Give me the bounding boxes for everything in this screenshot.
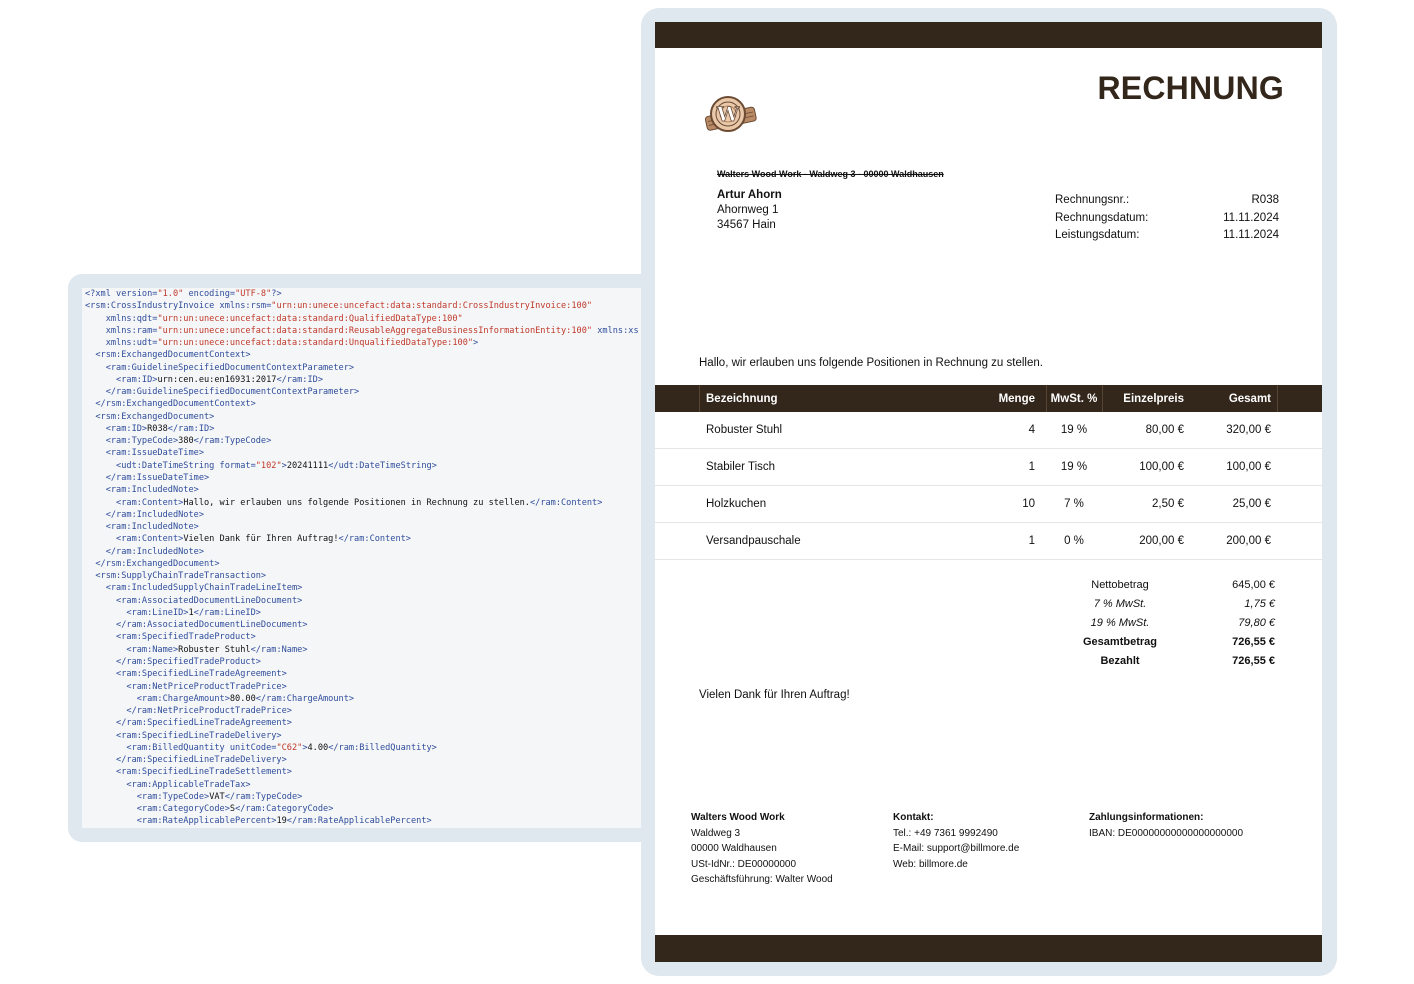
table-row xyxy=(655,412,1322,449)
code-token: <ram:SpecifiedLineTradeDelivery> xyxy=(85,730,282,741)
code-token: <ram:SpecifiedTradeProduct> xyxy=(85,632,256,643)
code-line xyxy=(85,803,682,815)
code-line xyxy=(85,288,682,300)
footer-heading: Kontakt: xyxy=(893,812,934,823)
code-line xyxy=(85,447,682,459)
code-token: <ram:LineID> xyxy=(85,607,189,618)
code-token: <?xml version= xyxy=(85,289,158,299)
code-token: <ram:IncludedNote> xyxy=(85,522,199,533)
code-token: xmlns:xs xyxy=(592,325,639,336)
recipient-name: Artur Ahorn xyxy=(717,189,782,201)
cell-unit-price: 80,00 € xyxy=(1145,424,1184,436)
code-line xyxy=(85,509,682,521)
cell-unit-price: 2,50 € xyxy=(1152,498,1184,510)
code-token: VAT xyxy=(209,791,225,802)
code-token: <ram:ChargeAmount> xyxy=(85,693,230,704)
meta-label: Rechnungsnr.: xyxy=(1055,194,1130,206)
table-row xyxy=(655,523,1322,560)
code-token: <ram:GuidelineSpecifiedDocumentContextParameter> xyxy=(85,362,355,373)
code-token: <rsm:ExchangedDocument> xyxy=(85,411,215,422)
code-line xyxy=(85,472,682,484)
code-token: <ram:RateApplicablePercent> xyxy=(85,816,277,827)
code-token: ?> xyxy=(271,289,282,299)
cell-quantity: 1 xyxy=(1028,535,1035,547)
code-line xyxy=(85,607,682,619)
invoice-top-bar xyxy=(655,22,1322,48)
wood-logo-icon xyxy=(699,90,759,140)
code-token: > xyxy=(281,460,287,471)
code-line xyxy=(85,644,682,656)
footer-payment xyxy=(1089,810,1243,841)
cell-description: Holzkuchen xyxy=(706,498,767,510)
code-token: xmlns:ram= xyxy=(85,325,158,336)
code-line xyxy=(85,374,682,386)
code-token: 4.00 xyxy=(307,742,329,753)
cell-vat: 19 % xyxy=(1060,424,1088,436)
code-token: 19 xyxy=(276,816,287,827)
table-header xyxy=(655,385,1322,412)
code-token: <rsm:CrossIndustryInvoice xmlns:rsm= xyxy=(85,301,272,312)
invoice-document xyxy=(655,22,1322,962)
footer-web: Web: billmore.de xyxy=(893,858,968,870)
header-quantity: Menge xyxy=(998,392,1035,405)
code-line xyxy=(85,398,682,410)
cell-total: 200,00 € xyxy=(1226,535,1271,547)
cell-description: Stabiler Tisch xyxy=(706,461,776,473)
code-line xyxy=(85,349,682,361)
code-token: <ram:BilledQuantity unitCode= xyxy=(85,742,277,753)
code-line xyxy=(85,681,682,693)
code-line xyxy=(85,460,682,472)
code-line xyxy=(85,313,682,325)
footer-iban: IBAN: DE00000000000000000000 xyxy=(1089,827,1244,839)
cell-vat: 7 % xyxy=(1064,498,1084,510)
total-value: 79,80 € xyxy=(1238,616,1275,629)
code-line xyxy=(85,705,682,717)
cell-total: 320,00 € xyxy=(1226,424,1271,436)
cell-total: 100,00 € xyxy=(1226,461,1271,473)
paid-row xyxy=(1055,651,1275,670)
meta-value: 11.11.2024 xyxy=(1223,211,1279,224)
code-line xyxy=(85,411,682,423)
code-token: </ram:Content> xyxy=(529,497,603,508)
code-token: urn:cen.eu:en16931:2017 xyxy=(157,374,277,385)
code-token: </udt:DateTimeString> xyxy=(328,460,437,471)
code-token: <ram:TypeCode> xyxy=(85,791,210,802)
code-token: </ram:ChargeAmount> xyxy=(255,693,355,704)
total-label: 7 % MwSt. xyxy=(1093,597,1147,610)
code-line xyxy=(85,631,682,643)
code-token: Robuster Stuhl xyxy=(178,644,251,655)
net-amount-row xyxy=(1055,575,1275,594)
total-label: Nettobetrag xyxy=(1091,578,1149,591)
cell-vat: 19 % xyxy=(1060,461,1088,473)
code-token: <ram:TypeCode> xyxy=(85,436,179,447)
code-token: "102" xyxy=(255,460,282,471)
code-line xyxy=(85,656,682,668)
code-token: </ram:IncludedNote> xyxy=(85,546,204,557)
code-token: R038 xyxy=(147,423,168,434)
code-token: <ram:ID> xyxy=(85,423,148,434)
total-value: 726,55 € xyxy=(1232,635,1275,648)
footer-line: USt-IdNr.: DE00000000 xyxy=(691,858,797,870)
greeting-text: Hallo, wir erlauben uns folgende Positionen in Rechnung zu stellen. xyxy=(699,357,1043,369)
header-description: Bezeichnung xyxy=(706,392,778,405)
header-divider xyxy=(699,385,700,412)
cell-quantity: 10 xyxy=(1022,498,1035,510)
grand-total-row xyxy=(1055,632,1275,651)
code-token: xmlns:qdt= xyxy=(85,313,158,324)
code-token: 80.00 xyxy=(229,693,256,704)
meta-label: Rechnungsdatum: xyxy=(1055,211,1149,224)
code-token: > xyxy=(302,742,308,753)
code-token: </ram:NetPriceProductTradePrice> xyxy=(85,706,292,717)
code-line xyxy=(85,337,682,349)
code-token: "UTF-8" xyxy=(235,289,272,299)
code-token: <ram:AssociatedDocumentLineDocument> xyxy=(85,595,303,606)
footer-phone: Tel.: +49 7361 9992490 xyxy=(893,827,998,839)
thanks-text: Vielen Dank für Ihren Auftrag! xyxy=(699,689,850,701)
code-line xyxy=(85,546,682,558)
code-token: <ram:NetPriceProductTradePrice> xyxy=(85,681,287,692)
sender-address-line: Walters Wood Work - Waldweg 3 - 00000 Waldhausen xyxy=(717,169,944,179)
code-token: <ram:Content> xyxy=(85,497,184,508)
code-line xyxy=(85,779,682,791)
meta-value: R038 xyxy=(1251,194,1279,206)
header-unit-price: Einzelpreis xyxy=(1123,392,1184,405)
cell-unit-price: 200,00 € xyxy=(1139,535,1184,547)
code-line xyxy=(85,435,682,447)
code-token: </ram:BilledQuantity> xyxy=(328,742,437,753)
code-token: <udt:DateTimeString format= xyxy=(85,460,256,471)
recipient-city: 34567 Hain xyxy=(717,219,776,231)
cell-quantity: 4 xyxy=(1028,424,1035,436)
code-token: 1 xyxy=(188,607,194,618)
cell-total: 25,00 € xyxy=(1232,498,1271,510)
total-value: 726,55 € xyxy=(1232,654,1275,667)
totals-block xyxy=(1055,575,1275,670)
footer-line: Geschäftsführung: Walter Wood xyxy=(691,874,833,885)
code-token: </ram:SpecifiedLineTradeDelivery> xyxy=(85,755,287,766)
footer-email: E-Mail: support@billmore.de xyxy=(893,843,1020,854)
code-token: <rsm:ExchangedDocumentContext> xyxy=(85,350,251,361)
cell-description: Robuster Stuhl xyxy=(706,424,783,436)
code-token: </ram:SpecifiedTradeProduct> xyxy=(85,656,261,667)
code-token: <rsm:SupplyChainTradeTransaction> xyxy=(85,571,267,582)
code-token: </ram:CategoryCode> xyxy=(235,804,334,815)
code-token: "urn:un:unece:uncefact:data:standard:UnqualifiedDataType:100" xyxy=(157,338,474,349)
code-token: <ram:SpecifiedLineTradeAgreement> xyxy=(85,669,287,680)
header-divider xyxy=(1046,385,1047,412)
code-token: </ram:AssociatedDocumentLineDocument> xyxy=(85,620,308,631)
header-divider xyxy=(1277,385,1278,412)
total-label: Bezahlt xyxy=(1100,654,1140,667)
code-token: Hallo, wir erlauben uns folgende Positionen in Rechnung zu stellen. xyxy=(183,497,530,508)
code-line xyxy=(85,484,682,496)
invoice-number-row xyxy=(1055,194,1279,212)
code-token: </ram:LineID> xyxy=(193,607,261,618)
code-token: <ram:IssueDateTime> xyxy=(85,448,204,459)
code-token: "urn:un:unece:uncefact:data:standard:CrossIndustryInvoice:100" xyxy=(271,301,593,312)
code-line xyxy=(85,570,682,582)
code-line xyxy=(85,766,682,778)
code-token: 20241111 xyxy=(286,460,329,471)
footer-heading: Walters Wood Work xyxy=(691,812,785,823)
vat7-row xyxy=(1055,594,1275,613)
footer-company xyxy=(691,810,833,888)
meta-value: 11.11.2024 xyxy=(1223,229,1279,241)
code-line xyxy=(85,558,682,570)
code-line xyxy=(85,693,682,705)
code-token: </ram:TypeCode> xyxy=(193,436,272,447)
code-token: <ram:ID> xyxy=(85,374,158,385)
code-line xyxy=(85,815,682,827)
code-line xyxy=(85,730,682,742)
code-token: <ram:IncludedNote> xyxy=(85,485,199,496)
code-token: Vielen Dank für Ihren Auftrag! xyxy=(183,534,339,545)
code-token: </ram:Content> xyxy=(338,534,411,545)
code-line xyxy=(85,619,682,631)
code-token: S xyxy=(229,804,236,815)
code-token: <ram:CategoryCode> xyxy=(85,804,230,815)
code-token: "C62" xyxy=(276,742,303,753)
code-line xyxy=(85,791,682,803)
code-token: </ram:RateApplicablePercent> xyxy=(286,816,432,827)
header-vat: MwSt. % xyxy=(1050,392,1098,405)
footer-line: Waldweg 3 xyxy=(691,827,741,839)
code-line xyxy=(85,533,682,545)
header-total: Gesamt xyxy=(1228,392,1271,405)
table-row xyxy=(655,449,1322,486)
header-divider xyxy=(1102,385,1103,412)
code-token: </ram:IncludedNote> xyxy=(85,509,204,520)
invoice-date-row xyxy=(1055,212,1279,230)
cell-unit-price: 100,00 € xyxy=(1139,461,1184,473)
footer-heading: Zahlungsinformationen: xyxy=(1089,812,1204,823)
code-line xyxy=(85,742,682,754)
footer-contact xyxy=(893,810,1019,872)
meta-label: Leistungsdatum: xyxy=(1055,229,1140,241)
code-token: > xyxy=(473,338,479,349)
code-token: <ram:ApplicableTradeTax> xyxy=(85,779,251,790)
code-token: encoding= xyxy=(183,289,236,299)
recipient-address xyxy=(717,188,782,233)
code-token: xmlns:udt= xyxy=(85,338,158,349)
recipient-street: Ahornweg 1 xyxy=(717,204,779,216)
code-token: </ram:ID> xyxy=(276,374,324,385)
code-token: </ram:IssueDateTime> xyxy=(85,472,210,483)
invoice-meta xyxy=(1055,194,1279,247)
vat19-row xyxy=(1055,613,1275,632)
cell-vat: 0 % xyxy=(1064,535,1084,547)
total-value: 645,00 € xyxy=(1232,578,1275,591)
code-line xyxy=(85,325,682,337)
code-line xyxy=(85,300,682,312)
code-token: 380 xyxy=(178,436,194,447)
code-token: "1.0" xyxy=(157,289,184,299)
code-token: </ram:TypeCode> xyxy=(224,791,303,802)
total-label: 19 % MwSt. xyxy=(1090,616,1150,629)
code-token: <ram:SpecifiedLineTradeSettlement> xyxy=(85,767,292,778)
code-line xyxy=(85,754,682,766)
code-line xyxy=(85,386,682,398)
footer-line: 00000 Waldhausen xyxy=(691,843,777,854)
code-line xyxy=(85,497,682,509)
table-row xyxy=(655,486,1322,523)
code-token: </ram:GuidelineSpecifiedDocumentContextParameter> xyxy=(85,387,360,398)
code-token: </ram:SpecifiedLineTradeAgreement> xyxy=(85,718,292,729)
code-token: </rsm:ExchangedDocument> xyxy=(85,558,220,569)
xml-code-lines xyxy=(82,288,682,828)
code-line xyxy=(85,668,682,680)
code-line xyxy=(85,717,682,729)
invoice-bottom-bar xyxy=(655,935,1322,962)
code-token: <ram:IncludedSupplyChainTradeLineItem> xyxy=(85,583,303,594)
service-date-row xyxy=(1055,229,1279,247)
total-value: 1,75 € xyxy=(1244,597,1275,610)
cell-quantity: 1 xyxy=(1028,461,1035,473)
code-line xyxy=(85,362,682,374)
code-line xyxy=(85,423,682,435)
code-token: </ram:Name> xyxy=(250,644,308,655)
code-token: </ram:ID> xyxy=(167,423,215,434)
code-token: </rsm:ExchangedDocumentContext> xyxy=(85,399,256,410)
code-token: <ram:Content> xyxy=(85,534,184,545)
code-line xyxy=(85,582,682,594)
cell-description: Versandpauschale xyxy=(706,535,801,547)
code-line xyxy=(85,521,682,533)
xml-code-panel[interactable] xyxy=(82,288,682,828)
code-line xyxy=(85,595,682,607)
invoice-title: RECHNUNG xyxy=(1097,70,1284,106)
code-token: "urn:un:unece:uncefact:data:standard:ReusableAggregateBusinessInformationEntity:100" xyxy=(157,325,593,336)
line-items-table xyxy=(655,385,1322,560)
code-token: "urn:un:unece:uncefact:data:standard:QualifiedDataType:100" xyxy=(157,313,463,324)
total-label: Gesamtbetrag xyxy=(1083,635,1157,648)
svg-text:W: W xyxy=(716,102,740,126)
code-token: <ram:Name> xyxy=(85,644,179,655)
